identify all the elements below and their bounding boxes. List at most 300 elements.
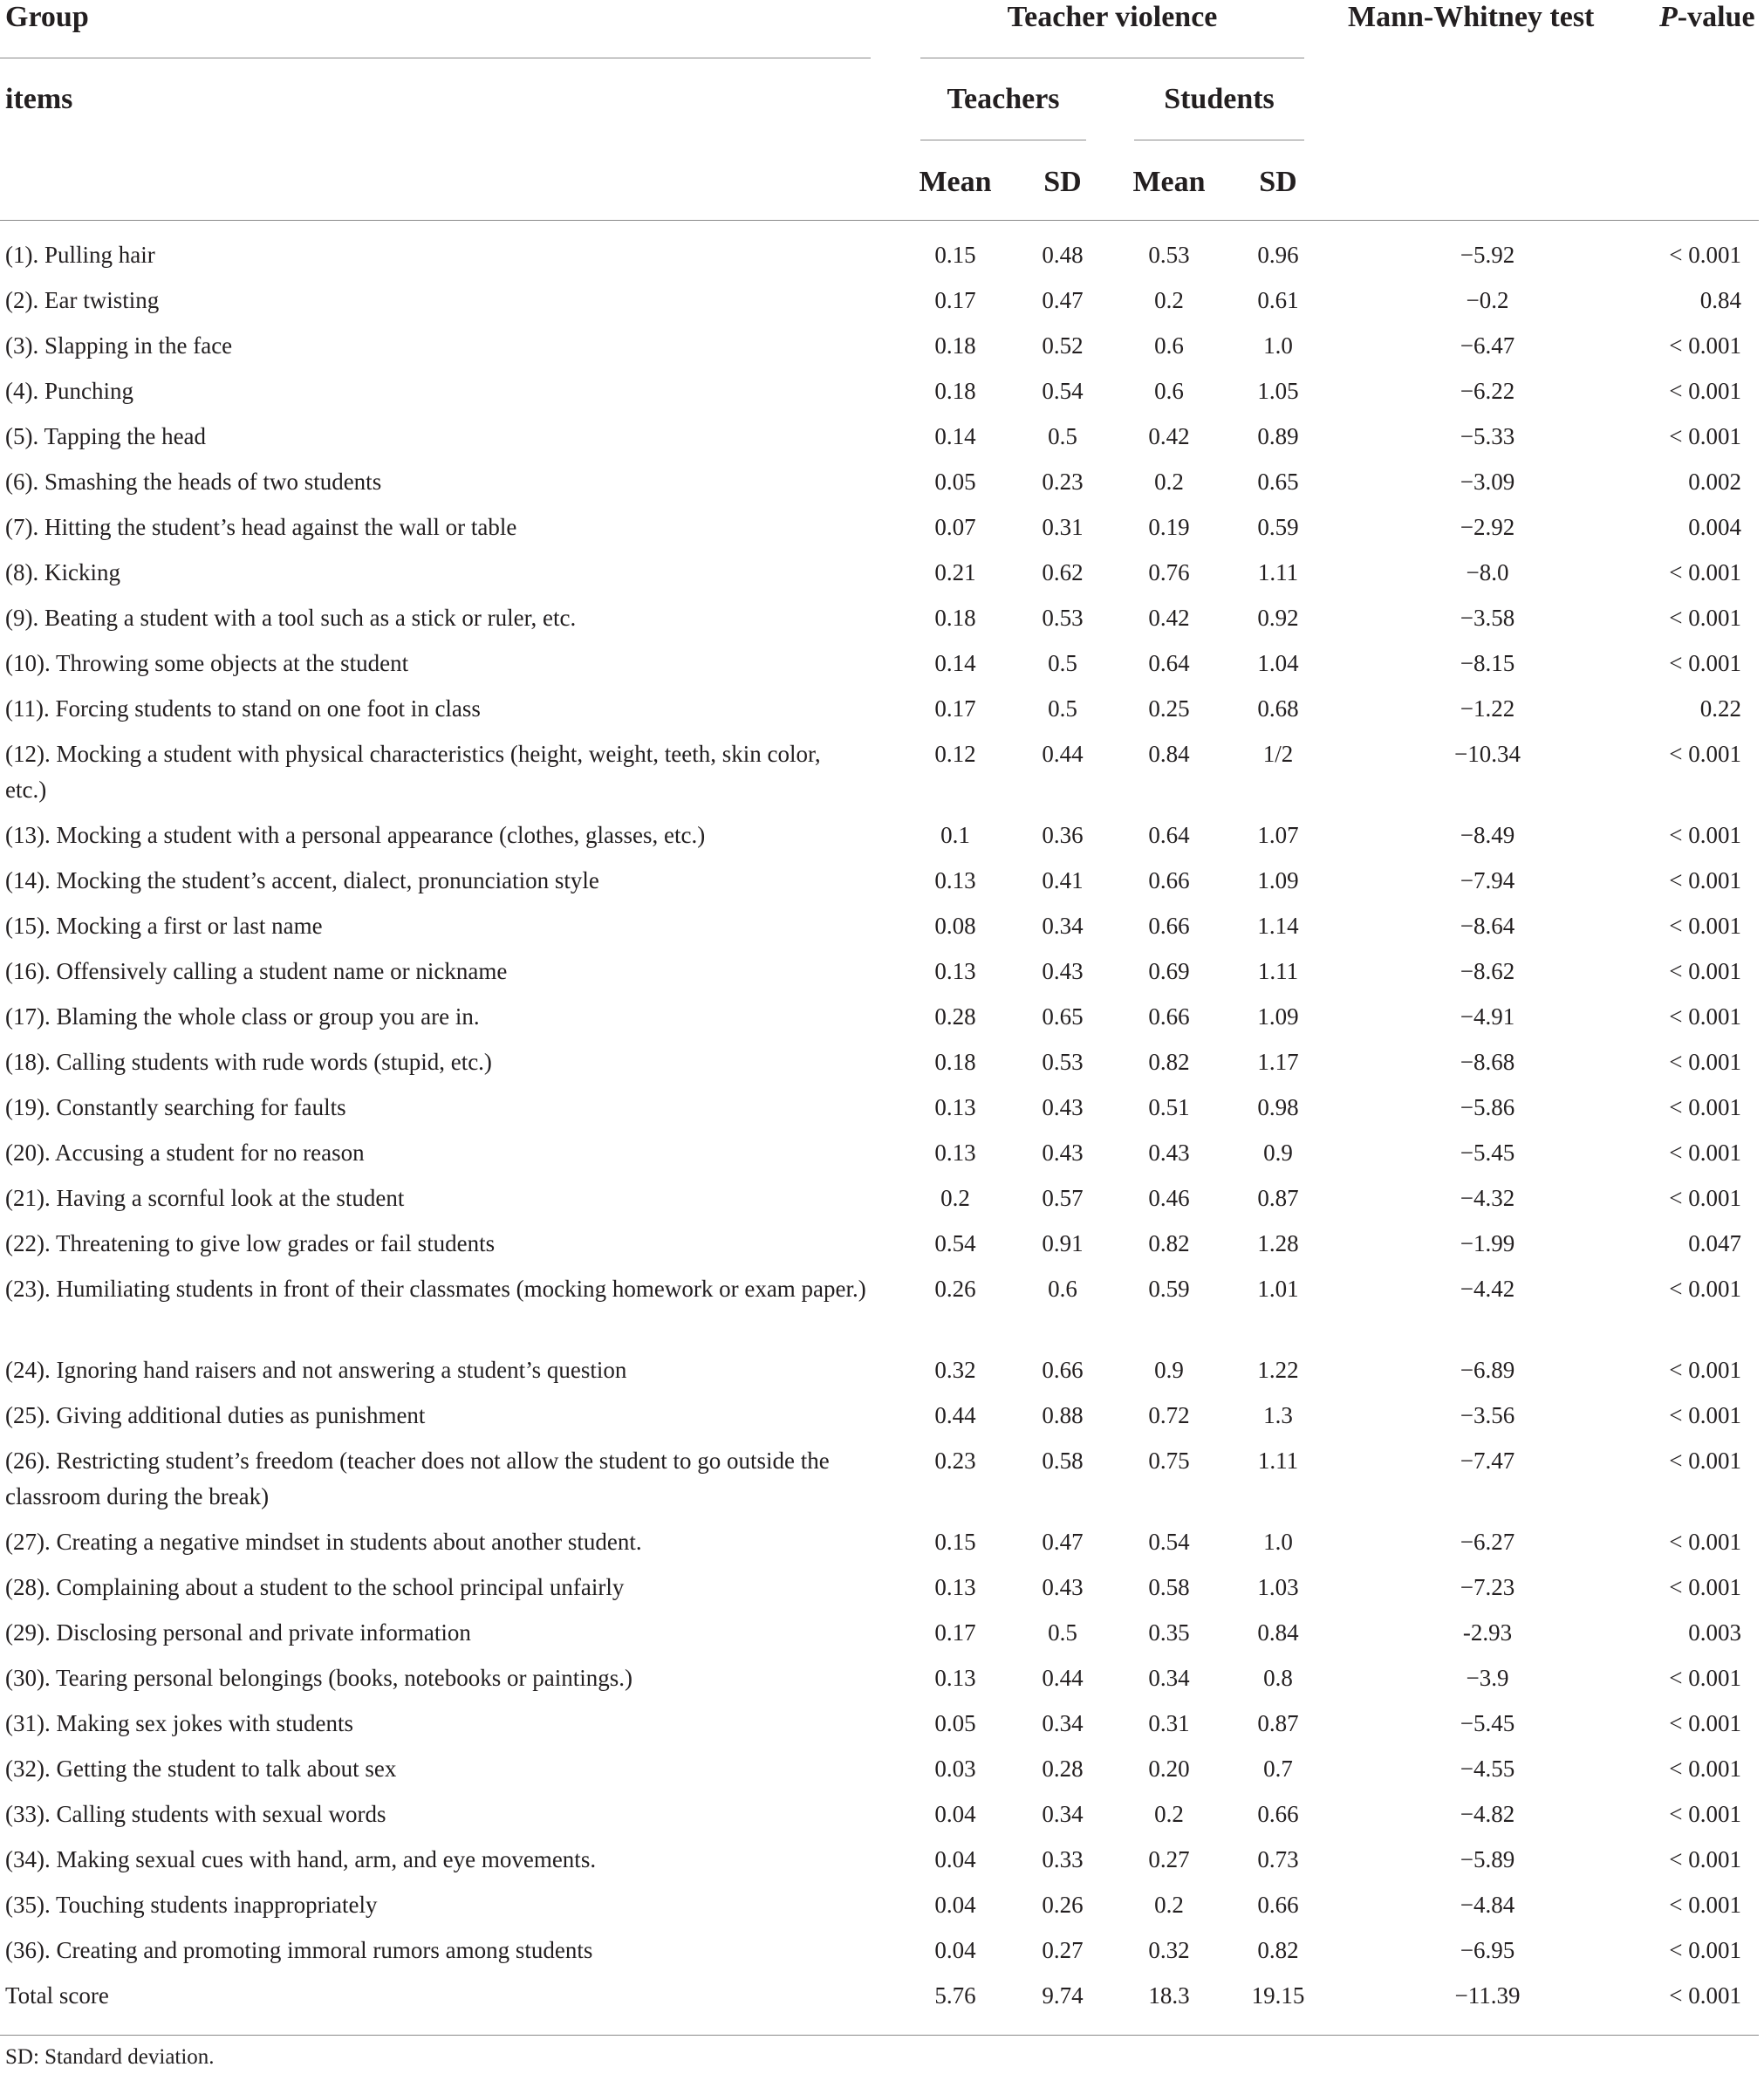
- cell-students-mean: 0.20: [1148, 1756, 1190, 1782]
- cell-item: (5). Tapping the head: [5, 423, 207, 449]
- table-row: [0, 1340, 1764, 1386]
- cell-teachers-mean: 0.18: [934, 605, 976, 631]
- cell-p-value: < 0.001: [1669, 1982, 1741, 2009]
- cell-students-sd: 0.87: [1257, 1710, 1299, 1736]
- table-row: [0, 1431, 1764, 1512]
- cell-item: (4). Punching: [5, 378, 133, 404]
- cell-p-value: < 0.001: [1669, 1448, 1741, 1474]
- cell-students-mean: 0.69: [1148, 958, 1190, 984]
- cell-teachers-mean: 0.08: [934, 913, 976, 939]
- cell-teachers-mean: 0.26: [934, 1276, 976, 1302]
- header-mann-whitney: Mann-Whitney test: [1348, 1, 1595, 33]
- cell-teachers-mean: 0.18: [934, 1049, 976, 1075]
- table-row: [0, 1557, 1764, 1603]
- table-row: [0, 896, 1764, 941]
- cell-teachers-sd: 0.28: [1042, 1756, 1084, 1782]
- cell-teachers-sd: 0.5: [1048, 1619, 1077, 1646]
- table-row: [0, 1830, 1764, 1875]
- cell-item: (7). Hitting the student’s head against the wall or table: [5, 514, 517, 540]
- table-row: [0, 1032, 1764, 1078]
- cell-item: (20). Accusing a student for no reason: [5, 1140, 365, 1166]
- cell-students-sd: 0.59: [1257, 514, 1299, 540]
- cell-teachers-mean: 0.07: [934, 514, 976, 540]
- cell-students-sd: 1.3: [1263, 1402, 1293, 1428]
- cell-students-mean: 0.58: [1148, 1574, 1190, 1600]
- cell-teachers-mean: 0.18: [934, 332, 976, 359]
- header-students: Students: [1164, 83, 1275, 115]
- cell-p-value: < 0.001: [1669, 378, 1741, 404]
- header-students-mean: Mean: [1132, 166, 1206, 198]
- cell-teachers-mean: 0.15: [934, 242, 976, 268]
- cell-teachers-mean: 0.54: [934, 1230, 976, 1256]
- cell-mann-whitney: −8.0: [1466, 559, 1509, 585]
- cell-students-sd: 1.22: [1257, 1357, 1299, 1383]
- table-row: [0, 724, 1764, 805]
- cell-teachers-mean: 0.12: [934, 741, 976, 767]
- cell-p-value: 0.004: [1688, 514, 1741, 540]
- table-row: [0, 316, 1764, 361]
- table-row: [0, 270, 1764, 316]
- cell-mann-whitney: −6.27: [1460, 1529, 1515, 1555]
- cell-teachers-mean: 0.13: [934, 1665, 976, 1691]
- cell-students-sd: 1.11: [1257, 559, 1299, 585]
- table-row: [0, 1648, 1764, 1694]
- cell-teachers-sd: 0.43: [1042, 1094, 1084, 1120]
- table-row: [0, 1784, 1764, 1830]
- cell-students-sd: 0.66: [1257, 1892, 1299, 1918]
- table-row: [0, 1694, 1764, 1739]
- cell-item: Total score: [5, 1982, 109, 2009]
- cell-students-sd: 0.73: [1257, 1846, 1299, 1872]
- cell-p-value: < 0.001: [1669, 1185, 1741, 1211]
- cell-mann-whitney: −7.23: [1460, 1574, 1515, 1600]
- cell-students-mean: 0.43: [1148, 1140, 1190, 1166]
- cell-teachers-sd: 0.41: [1042, 867, 1084, 893]
- cell-p-value: < 0.001: [1669, 1402, 1741, 1428]
- cell-teachers-mean: 0.14: [934, 650, 976, 676]
- cell-teachers-mean: 0.18: [934, 378, 976, 404]
- cell-mann-whitney: −8.15: [1460, 650, 1515, 676]
- cell-item: (30). Tearing personal belongings (books, notebooks or paintings.): [5, 1665, 632, 1691]
- cell-mann-whitney: −5.33: [1460, 423, 1515, 449]
- cell-item: (15). Mocking a first or last name: [5, 913, 323, 939]
- table-row: [0, 452, 1764, 497]
- cell-item: (32). Getting the student to talk about sex: [5, 1756, 397, 1782]
- cell-p-value: < 0.001: [1669, 605, 1741, 631]
- cell-mann-whitney: −3.58: [1460, 605, 1515, 631]
- cell-p-value: < 0.001: [1669, 1756, 1741, 1782]
- table-row: [0, 1123, 1764, 1168]
- cell-mann-whitney: −6.47: [1460, 332, 1515, 359]
- cell-students-sd: 0.8: [1263, 1665, 1293, 1691]
- cell-p-value: < 0.001: [1669, 559, 1741, 585]
- cell-teachers-sd: 0.48: [1042, 242, 1084, 268]
- cell-mann-whitney: −7.94: [1460, 867, 1515, 893]
- cell-teachers-mean: 5.76: [934, 1982, 976, 2009]
- cell-mann-whitney: −0.2: [1466, 287, 1509, 313]
- cell-teachers-mean: 0.04: [934, 1937, 976, 1963]
- cell-mann-whitney: −5.86: [1460, 1094, 1515, 1120]
- cell-students-mean: 0.9: [1154, 1357, 1184, 1383]
- cell-students-mean: 0.2: [1154, 469, 1184, 495]
- cell-teachers-mean: 0.44: [934, 1402, 976, 1428]
- cell-students-sd: 1.01: [1257, 1276, 1299, 1302]
- cell-teachers-sd: 0.23: [1042, 469, 1084, 495]
- cell-p-value: < 0.001: [1669, 423, 1741, 449]
- cell-students-mean: 0.6: [1154, 378, 1184, 404]
- cell-students-sd: 0.92: [1257, 605, 1299, 631]
- cell-students-mean: 0.53: [1148, 242, 1190, 268]
- cell-teachers-mean: 0.17: [934, 287, 976, 313]
- cell-students-mean: 18.3: [1148, 1982, 1190, 2009]
- cell-teachers-sd: 0.43: [1042, 958, 1084, 984]
- cell-students-mean: 0.6: [1154, 332, 1184, 359]
- cell-students-sd: 0.84: [1257, 1619, 1299, 1646]
- cell-teachers-sd: 0.58: [1042, 1448, 1084, 1474]
- cell-teachers-sd: 0.27: [1042, 1937, 1084, 1963]
- cell-teachers-sd: 0.43: [1042, 1574, 1084, 1600]
- table-row: [0, 1259, 1764, 1340]
- cell-teachers-mean: 0.21: [934, 559, 976, 585]
- table-row: [0, 633, 1764, 679]
- cell-teachers-mean: 0.23: [934, 1448, 976, 1474]
- header-teachers-sd: SD: [1043, 166, 1082, 198]
- cell-p-value: < 0.001: [1669, 822, 1741, 848]
- cell-item: (13). Mocking a student with a personal appearance (clothes, glasses, etc.): [5, 822, 706, 848]
- cell-item: (34). Making sexual cues with hand, arm, and eye movements.: [5, 1846, 597, 1872]
- header-group: Group: [5, 1, 89, 33]
- cell-p-value: 0.003: [1688, 1619, 1741, 1646]
- header-p-letter: P: [1659, 1, 1678, 33]
- cell-students-mean: 0.64: [1148, 650, 1190, 676]
- cell-students-mean: 0.66: [1148, 867, 1190, 893]
- cell-item: (26). Restricting student’s freedom (teacher does not allow the student to go outside the classroom during the break): [5, 1448, 830, 1509]
- cell-teachers-sd: 0.6: [1048, 1276, 1077, 1302]
- cell-teachers-sd: 0.34: [1042, 913, 1084, 939]
- cell-p-value: < 0.001: [1669, 958, 1741, 984]
- cell-students-mean: 0.42: [1148, 423, 1190, 449]
- cell-students-mean: 0.46: [1148, 1185, 1190, 1211]
- table-row: [0, 497, 1764, 543]
- cell-teachers-sd: 0.47: [1042, 1529, 1084, 1555]
- cell-teachers-sd: 9.74: [1042, 1982, 1084, 2009]
- cell-item: (12). Mocking a student with physical characteristics (height, weight, teeth, skin color, etc.): [5, 741, 821, 803]
- table-body: [0, 220, 1764, 2011]
- cell-mann-whitney: −3.09: [1460, 469, 1515, 495]
- table-row: [0, 1739, 1764, 1784]
- cell-students-sd: 0.82: [1257, 1937, 1299, 1963]
- cell-teachers-mean: 0.1: [940, 822, 970, 848]
- cell-mann-whitney: −6.22: [1460, 378, 1515, 404]
- cell-students-sd: 1.07: [1257, 822, 1299, 848]
- cell-item: (31). Making sex jokes with students: [5, 1710, 353, 1736]
- cell-p-value: < 0.001: [1669, 332, 1741, 359]
- cell-students-mean: 0.27: [1148, 1846, 1190, 1872]
- cell-item: (35). Touching students inappropriately: [5, 1892, 378, 1918]
- cell-students-mean: 0.82: [1148, 1230, 1190, 1256]
- cell-mann-whitney: −4.32: [1460, 1185, 1515, 1211]
- cell-item: (24). Ignoring hand raisers and not answering a student’s question: [5, 1357, 627, 1383]
- cell-mann-whitney: -2.93: [1462, 1619, 1513, 1646]
- cell-mann-whitney: −3.9: [1466, 1665, 1509, 1691]
- cell-teachers-mean: 0.03: [934, 1756, 976, 1782]
- table-row: [0, 543, 1764, 588]
- cell-item: (2). Ear twisting: [5, 287, 160, 313]
- cell-students-sd: 1.11: [1257, 1448, 1299, 1474]
- cell-teachers-mean: 0.05: [934, 1710, 976, 1736]
- cell-mann-whitney: −2.92: [1460, 514, 1515, 540]
- cell-teachers-mean: 0.13: [934, 1574, 976, 1600]
- cell-item: (18). Calling students with rude words (stupid, etc.): [5, 1049, 492, 1075]
- cell-mann-whitney: −5.92: [1460, 242, 1515, 268]
- cell-item: (10). Throwing some objects at the student: [5, 650, 409, 676]
- cell-item: (9). Beating a student with a tool such as a stick or ruler, etc.: [5, 605, 577, 631]
- cell-students-mean: 0.76: [1148, 559, 1190, 585]
- header-students-sd: SD: [1259, 166, 1297, 198]
- cell-teachers-sd: 0.5: [1048, 695, 1077, 722]
- cell-item: (1). Pulling hair: [5, 242, 155, 268]
- cell-p-value: < 0.001: [1669, 1665, 1741, 1691]
- cell-students-mean: 0.31: [1148, 1710, 1190, 1736]
- table-row: [0, 1386, 1764, 1431]
- cell-mann-whitney: −4.55: [1460, 1756, 1515, 1782]
- cell-students-mean: 0.2: [1154, 287, 1184, 313]
- rule-table-bottom: [0, 2035, 1759, 2036]
- cell-students-mean: 0.2: [1154, 1801, 1184, 1827]
- table-row: [0, 987, 1764, 1032]
- cell-p-value: < 0.001: [1669, 1801, 1741, 1827]
- cell-mann-whitney: −6.89: [1460, 1357, 1515, 1383]
- header-teachers-mean: Mean: [919, 166, 992, 198]
- cell-teachers-sd: 0.91: [1042, 1230, 1084, 1256]
- cell-students-mean: 0.75: [1148, 1448, 1190, 1474]
- cell-p-value: < 0.001: [1669, 741, 1741, 767]
- cell-mann-whitney: −6.95: [1460, 1937, 1515, 1963]
- cell-mann-whitney: −1.22: [1460, 695, 1515, 722]
- cell-students-sd: 1/2: [1262, 741, 1294, 767]
- cell-teachers-mean: 0.17: [934, 695, 976, 722]
- cell-p-value: < 0.001: [1669, 1892, 1741, 1918]
- cell-teachers-sd: 0.44: [1042, 741, 1084, 767]
- cell-teachers-sd: 0.88: [1042, 1402, 1084, 1428]
- cell-students-sd: 1.0: [1263, 1529, 1293, 1555]
- cell-item: (25). Giving additional duties as punishment: [5, 1402, 426, 1428]
- cell-mann-whitney: −4.82: [1460, 1801, 1515, 1827]
- cell-students-sd: 0.68: [1257, 695, 1299, 722]
- header-teacher-violence: Teacher violence: [1007, 1, 1218, 33]
- cell-students-sd: 1.17: [1257, 1049, 1299, 1075]
- cell-students-sd: 1.05: [1257, 378, 1299, 404]
- cell-teachers-sd: 0.34: [1042, 1801, 1084, 1827]
- cell-mann-whitney: −4.91: [1460, 1003, 1515, 1030]
- cell-teachers-mean: 0.04: [934, 1892, 976, 1918]
- cell-teachers-sd: 0.5: [1048, 650, 1077, 676]
- table-row: [0, 1214, 1764, 1259]
- cell-teachers-sd: 0.43: [1042, 1140, 1084, 1166]
- table-row: [0, 588, 1764, 633]
- cell-teachers-sd: 0.57: [1042, 1185, 1084, 1211]
- cell-mann-whitney: −8.64: [1460, 913, 1515, 939]
- cell-mann-whitney: −5.89: [1460, 1846, 1515, 1872]
- cell-item: (11). Forcing students to stand on one foot in class: [5, 695, 481, 722]
- cell-mann-whitney: −8.49: [1460, 822, 1515, 848]
- cell-item: (16). Offensively calling a student name or nickname: [5, 958, 508, 984]
- cell-students-mean: 0.66: [1148, 1003, 1190, 1030]
- table-row: [0, 407, 1764, 452]
- cell-students-mean: 0.82: [1148, 1049, 1190, 1075]
- header-teachers: Teachers: [947, 83, 1060, 115]
- cell-mann-whitney: −7.47: [1460, 1448, 1515, 1474]
- cell-students-sd: 0.9: [1263, 1140, 1293, 1166]
- cell-p-value: 0.22: [1699, 695, 1741, 722]
- cell-teachers-mean: 0.17: [934, 1619, 976, 1646]
- cell-students-mean: 0.66: [1148, 913, 1190, 939]
- cell-p-value: < 0.001: [1669, 1846, 1741, 1872]
- cell-p-value: < 0.001: [1669, 242, 1741, 268]
- cell-students-mean: 0.32: [1148, 1937, 1190, 1963]
- cell-students-sd: 0.61: [1257, 287, 1299, 313]
- cell-students-sd: 19.15: [1251, 1982, 1305, 2009]
- cell-students-sd: 0.89: [1257, 423, 1299, 449]
- cell-teachers-sd: 0.5: [1048, 423, 1077, 449]
- cell-students-sd: 0.66: [1257, 1801, 1299, 1827]
- cell-p-value: < 0.001: [1669, 913, 1741, 939]
- cell-students-sd: 0.7: [1263, 1756, 1293, 1782]
- cell-teachers-sd: 0.36: [1042, 822, 1084, 848]
- header-p-suffix: -value: [1677, 1, 1755, 33]
- table-row: [0, 1603, 1764, 1648]
- cell-students-sd: 1.03: [1257, 1574, 1299, 1600]
- cell-students-sd: 1.09: [1257, 867, 1299, 893]
- header-p-value: [1659, 0, 1755, 35]
- cell-students-mean: 0.59: [1148, 1276, 1190, 1302]
- cell-teachers-sd: 0.52: [1042, 332, 1084, 359]
- cell-mann-whitney: −3.56: [1460, 1402, 1515, 1428]
- cell-teachers-mean: 0.15: [934, 1529, 976, 1555]
- cell-teachers-sd: 0.53: [1042, 605, 1084, 631]
- header-items: items: [5, 83, 73, 115]
- cell-item: (21). Having a scornful look at the student: [5, 1185, 405, 1211]
- cell-teachers-sd: 0.62: [1042, 559, 1084, 585]
- cell-teachers-sd: 0.47: [1042, 287, 1084, 313]
- cell-p-value: < 0.001: [1669, 867, 1741, 893]
- cell-students-sd: 1.14: [1257, 913, 1299, 939]
- cell-students-mean: 0.2: [1154, 1892, 1184, 1918]
- table-row: [0, 1512, 1764, 1557]
- cell-teachers-mean: 0.13: [934, 1094, 976, 1120]
- cell-students-mean: 0.35: [1148, 1619, 1190, 1646]
- cell-item: (19). Constantly searching for faults: [5, 1094, 346, 1120]
- cell-p-value: < 0.001: [1669, 1003, 1741, 1030]
- cell-p-value: < 0.001: [1669, 1094, 1741, 1120]
- cell-teachers-sd: 0.65: [1042, 1003, 1084, 1030]
- cell-item: (22). Threatening to give low grades or fail students: [5, 1230, 496, 1256]
- cell-p-value: < 0.001: [1669, 1937, 1741, 1963]
- cell-teachers-mean: 0.32: [934, 1357, 976, 1383]
- cell-item: (3). Slapping in the face: [5, 332, 233, 359]
- cell-students-sd: 0.87: [1257, 1185, 1299, 1211]
- cell-teachers-mean: 0.14: [934, 423, 976, 449]
- table-row: [0, 1168, 1764, 1214]
- cell-mann-whitney: −11.39: [1454, 1982, 1521, 2009]
- cell-students-sd: 1.04: [1257, 650, 1299, 676]
- cell-item: (6). Smashing the heads of two students: [5, 469, 382, 495]
- cell-teachers-mean: 0.2: [940, 1185, 970, 1211]
- cell-teachers-sd: 0.66: [1042, 1357, 1084, 1383]
- cell-teachers-sd: 0.33: [1042, 1846, 1084, 1872]
- cell-students-sd: 1.09: [1257, 1003, 1299, 1030]
- cell-students-mean: 0.51: [1148, 1094, 1190, 1120]
- cell-teachers-mean: 0.13: [934, 1140, 976, 1166]
- cell-p-value: < 0.001: [1669, 1049, 1741, 1075]
- cell-students-mean: 0.54: [1148, 1529, 1190, 1555]
- table-row: [0, 805, 1764, 851]
- table-row: [0, 679, 1764, 724]
- cell-p-value: < 0.001: [1669, 1529, 1741, 1555]
- cell-mann-whitney: −10.34: [1454, 741, 1521, 767]
- table-row: [0, 941, 1764, 987]
- cell-item: (28). Complaining about a student to the school principal unfairly: [5, 1574, 625, 1600]
- cell-item: (17). Blaming the whole class or group you are in.: [5, 1003, 480, 1030]
- table-row: [0, 361, 1764, 407]
- table-footnote: SD: Standard deviation.: [5, 2045, 215, 2069]
- cell-item: (33). Calling students with sexual words: [5, 1801, 386, 1827]
- cell-mann-whitney: −8.62: [1460, 958, 1515, 984]
- cell-p-value: < 0.001: [1669, 1710, 1741, 1736]
- cell-students-mean: 0.64: [1148, 822, 1190, 848]
- cell-p-value: 0.047: [1688, 1230, 1741, 1256]
- cell-students-sd: 1.28: [1257, 1230, 1299, 1256]
- cell-teachers-sd: 0.26: [1042, 1892, 1084, 1918]
- cell-teachers-sd: 0.44: [1042, 1665, 1084, 1691]
- cell-mann-whitney: −5.45: [1460, 1140, 1515, 1166]
- table-row: [0, 1875, 1764, 1920]
- cell-mann-whitney: −4.84: [1460, 1892, 1515, 1918]
- cell-teachers-mean: 0.04: [934, 1846, 976, 1872]
- cell-teachers-mean: 0.28: [934, 1003, 976, 1030]
- cell-p-value: < 0.001: [1669, 1357, 1741, 1383]
- cell-item: (8). Kicking: [5, 559, 120, 585]
- table-row: [0, 1920, 1764, 1966]
- cell-teachers-sd: 0.53: [1042, 1049, 1084, 1075]
- cell-p-value: 0.84: [1699, 287, 1741, 313]
- cell-item: (29). Disclosing personal and private information: [5, 1619, 471, 1646]
- table-row: [0, 220, 1764, 270]
- cell-teachers-sd: 0.31: [1042, 514, 1084, 540]
- cell-students-sd: 0.96: [1257, 242, 1299, 268]
- cell-mann-whitney: −1.99: [1460, 1230, 1515, 1256]
- cell-item: (27). Creating a negative mindset in students about another student.: [5, 1529, 642, 1555]
- cell-students-mean: 0.84: [1148, 741, 1190, 767]
- cell-teachers-mean: 0.13: [934, 958, 976, 984]
- table-row: [0, 1078, 1764, 1123]
- cell-students-sd: 1.11: [1257, 958, 1299, 984]
- cell-students-sd: 0.98: [1257, 1094, 1299, 1120]
- cell-mann-whitney: −4.42: [1460, 1276, 1515, 1302]
- cell-teachers-sd: 0.54: [1042, 378, 1084, 404]
- cell-item: (23). Humiliating students in front of their classmates (mocking homework or exam paper.): [5, 1276, 866, 1302]
- cell-item: (36). Creating and promoting immoral rumors among students: [5, 1937, 593, 1963]
- cell-teachers-sd: 0.34: [1042, 1710, 1084, 1736]
- cell-p-value: < 0.001: [1669, 1276, 1741, 1302]
- cell-students-mean: 0.72: [1148, 1402, 1190, 1428]
- cell-p-value: < 0.001: [1669, 1140, 1741, 1166]
- cell-p-value: 0.002: [1688, 469, 1741, 495]
- cell-students-mean: 0.34: [1148, 1665, 1190, 1691]
- cell-mann-whitney: −5.45: [1460, 1710, 1515, 1736]
- table-row: [0, 851, 1764, 896]
- cell-students-mean: 0.19: [1148, 514, 1190, 540]
